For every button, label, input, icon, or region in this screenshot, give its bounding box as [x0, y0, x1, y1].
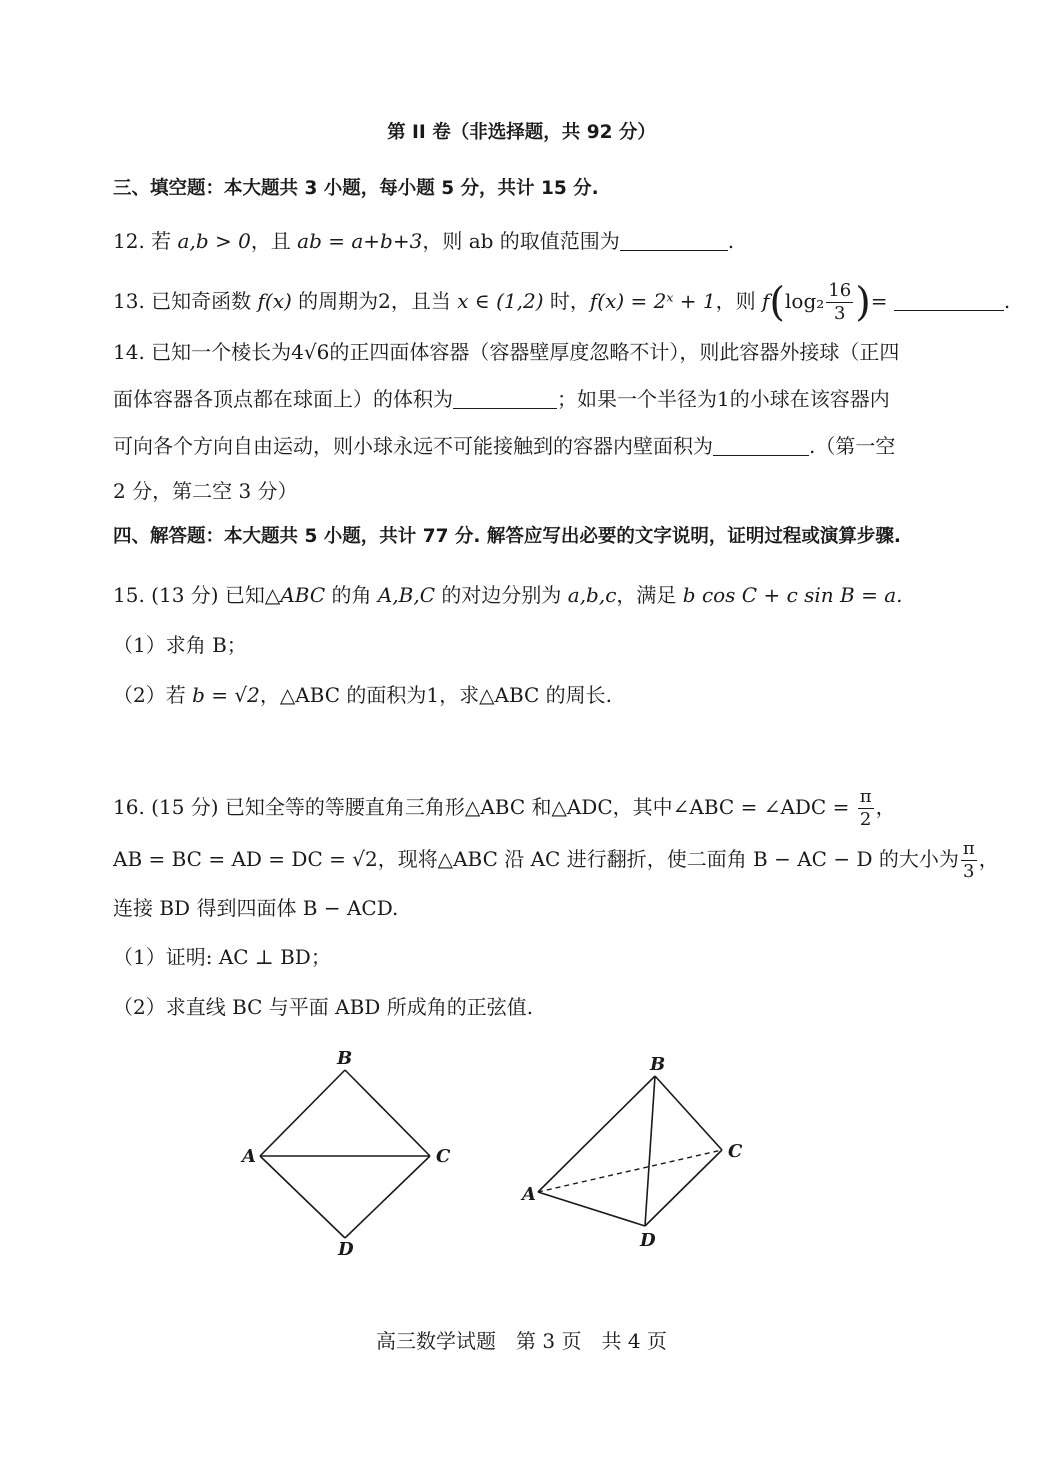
question-16-part-2: （2）求直线 BC 与平面 ABD 所成角的正弦值. — [113, 995, 534, 1019]
label-c: C — [728, 1141, 743, 1162]
label-d: D — [640, 1230, 656, 1251]
edge-bc — [345, 1070, 430, 1156]
fraction-16-3: $\frac{16}{3}$ — [828, 280, 852, 324]
question-16-line-1: 16. (15 分) 已知全等的等腰直角三角形△ABC 和△ADC，其中∠ABC = ∠ADC = $\frac{\pi}{2}$ ， — [113, 786, 896, 830]
answer-blank-13[interactable] — [894, 288, 1004, 311]
edge-ab — [260, 1070, 345, 1156]
edge-cd — [345, 1156, 430, 1238]
label-a: A — [242, 1146, 256, 1167]
question-14-line-3: 可向各个方向自由运动，则小球永远不可能接触到的容器内壁面积为 .（第一空 — [113, 434, 896, 458]
question-14-line-1: 14. 已知一个棱长为4√6的正四面体容器（容器壁厚度忽略不计），则此容器外接球（正四 — [113, 340, 900, 364]
edge-ad — [538, 1192, 645, 1226]
question-15-part-1: （1）求角 B； — [113, 633, 247, 657]
edge-ac-hidden — [538, 1150, 722, 1192]
answer-blank-14b[interactable] — [713, 433, 809, 456]
edge-cd — [645, 1150, 722, 1226]
part-title: 第 II 卷（非选择题，共 92 分） — [387, 122, 656, 143]
question-15-part-2: （2）若 b = √2，△ABC 的面积为1，求△ABC 的周长. — [113, 683, 613, 707]
question-16-line-2: AB = BC = AD = DC = √2，现将△ABC 沿 AC 进行翻折，使二面角 B − AC − D 的大小为 $\frac{\pi}{3}$ ， — [113, 838, 999, 882]
label-c: C — [436, 1146, 451, 1167]
question-14-line-4: 2 分，第二空 3 分） — [113, 479, 298, 503]
edge-bd — [645, 1076, 655, 1226]
question-14-line-2: 面体容器各顶点都在球面上）的体积为 ；如果一个半径为1的小球在该容器内 — [113, 387, 890, 411]
question-16-part-1: （1）证明: AC ⊥ BD； — [113, 945, 331, 969]
figure-square-abcd — [230, 1040, 470, 1270]
edge-da — [260, 1156, 345, 1238]
question-13: 13. 已知奇函数 f(x) 的周期为2，且当 x ∈ (1,2) 时，f(x) = 2ˣ + 1，则 f(log₂ $\frac{16}{3}$ )= . — [113, 279, 1011, 326]
question-12: 12. 若 a,b > 0，且 ab = a+b+3，则 ab 的取值范围为 . — [113, 229, 735, 253]
page-footer: 高三数学试题 第 3 页 共 4 页 — [376, 1329, 667, 1353]
label-b: B — [650, 1054, 666, 1075]
fraction-pi-2: $\frac{\pi}{2}$ — [859, 786, 872, 830]
label-b: B — [337, 1048, 353, 1069]
question-15: 15. (13 分) 已知△ABC 的角 A,B,C 的对边分别为 a,b,c，满足 b cos C + c sin B = a. — [113, 583, 903, 607]
answer-blank-12[interactable] — [620, 228, 728, 251]
section-4-heading: 四、解答题：本大题共 5 小题，共计 77 分. 解答应写出必要的文字说明，证明过程或演算步骤. — [113, 526, 901, 547]
edge-ab — [538, 1076, 655, 1192]
figure-tetrahedron-b-acd — [510, 1040, 760, 1270]
label-a: A — [522, 1184, 536, 1205]
answer-blank-14a[interactable] — [453, 386, 557, 409]
label-d: D — [338, 1239, 354, 1260]
section-3-heading: 三、填空题：本大题共 3 小题，每小题 5 分，共计 15 分. — [113, 178, 599, 199]
fraction-pi-3: $\frac{\pi}{3}$ — [962, 838, 975, 882]
question-16-line-3: 连接 BD 得到四面体 B − ACD. — [113, 896, 399, 920]
edge-bc — [655, 1076, 722, 1150]
